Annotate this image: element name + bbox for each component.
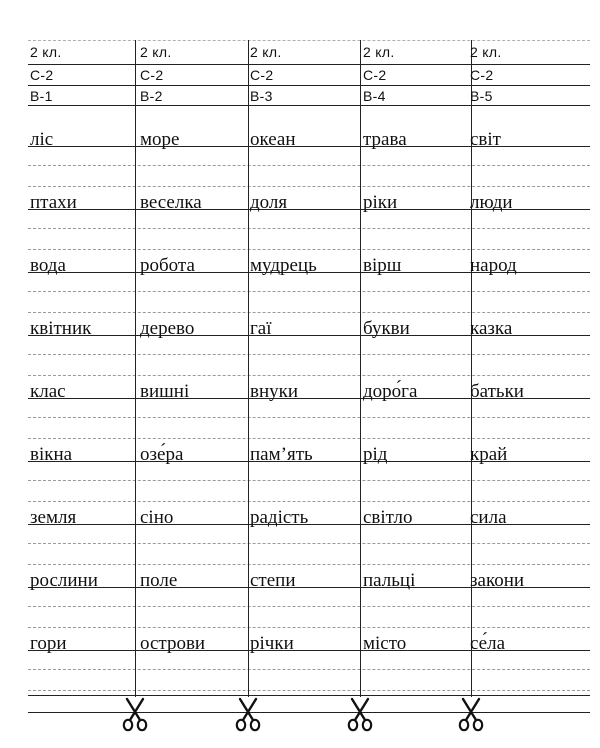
- dictation-word: рослини: [30, 570, 98, 591]
- top-rule: [28, 40, 590, 41]
- dictation-word: квітник: [30, 318, 92, 339]
- column-series: С-2: [250, 67, 274, 83]
- dictation-word: закони: [470, 570, 525, 591]
- guide-line: [28, 501, 590, 502]
- cut-line: [248, 40, 249, 697]
- dictation-word: робота: [140, 255, 195, 276]
- dictation-word: море: [140, 129, 180, 150]
- guide-line: [28, 354, 590, 355]
- column-series: С-2: [30, 67, 54, 83]
- column-grade: 2 кл.: [470, 44, 502, 60]
- dictation-word: люди: [470, 192, 513, 213]
- dictation-word: світ: [470, 129, 501, 150]
- dictation-word: поле: [140, 570, 178, 591]
- dictation-word: пам’ять: [250, 444, 313, 465]
- column-grade: 2 кл.: [363, 44, 395, 60]
- dictation-word: сіно: [140, 507, 174, 528]
- column-series: С-2: [470, 67, 494, 83]
- dictation-word: ліс: [30, 129, 54, 150]
- dictation-word: гаї: [250, 318, 272, 339]
- column-series: С-2: [140, 67, 164, 83]
- guide-line: [28, 186, 590, 187]
- scissors-icon: [457, 697, 485, 733]
- dictation-word: мудрець: [250, 255, 317, 276]
- dictation-word: рід: [363, 444, 388, 465]
- guide-line: [28, 312, 590, 313]
- dictation-word: веселка: [140, 192, 202, 213]
- dictation-word: народ: [470, 255, 517, 276]
- guide-line: [28, 543, 590, 544]
- header-rule: [28, 105, 590, 106]
- column-variant: В-5: [470, 88, 493, 104]
- column-variant: В-3: [250, 88, 273, 104]
- column-grade: 2 кл.: [140, 44, 172, 60]
- dictation-word: вода: [30, 255, 66, 276]
- dictation-word: острови: [140, 633, 206, 654]
- dictation-word: земля: [30, 507, 77, 528]
- guide-line: [28, 627, 590, 628]
- dictation-word: степи: [250, 570, 296, 591]
- dictation-word: гори: [30, 633, 67, 654]
- guide-line: [28, 291, 590, 292]
- dictation-word: казка: [470, 318, 513, 339]
- column-grade: 2 кл.: [30, 44, 62, 60]
- column-grade: 2 кл.: [250, 44, 282, 60]
- dictation-word: трава: [363, 129, 407, 150]
- writing-line: [28, 650, 590, 651]
- dictation-word: се́ла: [470, 633, 506, 654]
- cut-line: [135, 40, 136, 697]
- guide-line: [28, 417, 590, 418]
- header-rule: [28, 64, 590, 65]
- dictation-word: внуки: [250, 381, 299, 402]
- guide-line: [28, 165, 590, 166]
- scissors-icon: [121, 697, 149, 733]
- dictation-word: доро́га: [363, 381, 418, 402]
- guide-line: [28, 564, 590, 565]
- column-variant: В-4: [363, 88, 386, 104]
- scissors-icon: [234, 697, 262, 733]
- bottom-rule: [28, 695, 590, 696]
- dictation-word: сила: [470, 507, 507, 528]
- dictation-word: доля: [250, 192, 288, 213]
- column-series: С-2: [363, 67, 387, 83]
- guide-line: [28, 690, 590, 691]
- dictation-word: річки: [250, 633, 294, 654]
- column-variant: В-2: [140, 88, 163, 104]
- cut-line: [360, 40, 361, 697]
- dictation-word: ріки: [363, 192, 398, 213]
- column-variant: В-1: [30, 88, 53, 104]
- dictation-word: озе́ра: [140, 444, 184, 465]
- dictation-word: дерево: [140, 318, 195, 339]
- dictation-word: край: [470, 444, 508, 465]
- guide-line: [28, 669, 590, 670]
- guide-line: [28, 249, 590, 250]
- dictation-word: місто: [363, 633, 407, 654]
- dictation-word: батьки: [470, 381, 524, 402]
- guide-line: [28, 375, 590, 376]
- guide-line: [28, 606, 590, 607]
- scissors-icon: [346, 697, 374, 733]
- bottom-rule: [28, 712, 590, 713]
- dictation-word: пальці: [363, 570, 416, 591]
- dictation-word: вікна: [30, 444, 73, 465]
- guide-line: [28, 480, 590, 481]
- writing-line: [28, 146, 590, 147]
- dictation-word: клас: [30, 381, 66, 402]
- dictation-word: радість: [250, 507, 309, 528]
- dictation-word: вірш: [363, 255, 402, 276]
- dictation-word: птахи: [30, 192, 77, 213]
- guide-line: [28, 438, 590, 439]
- dictation-word: світло: [363, 507, 413, 528]
- dictation-word: океан: [250, 129, 296, 150]
- header-rule: [28, 85, 590, 86]
- dictation-word: букви: [363, 318, 410, 339]
- guide-line: [28, 228, 590, 229]
- dictation-word: вишні: [140, 381, 190, 402]
